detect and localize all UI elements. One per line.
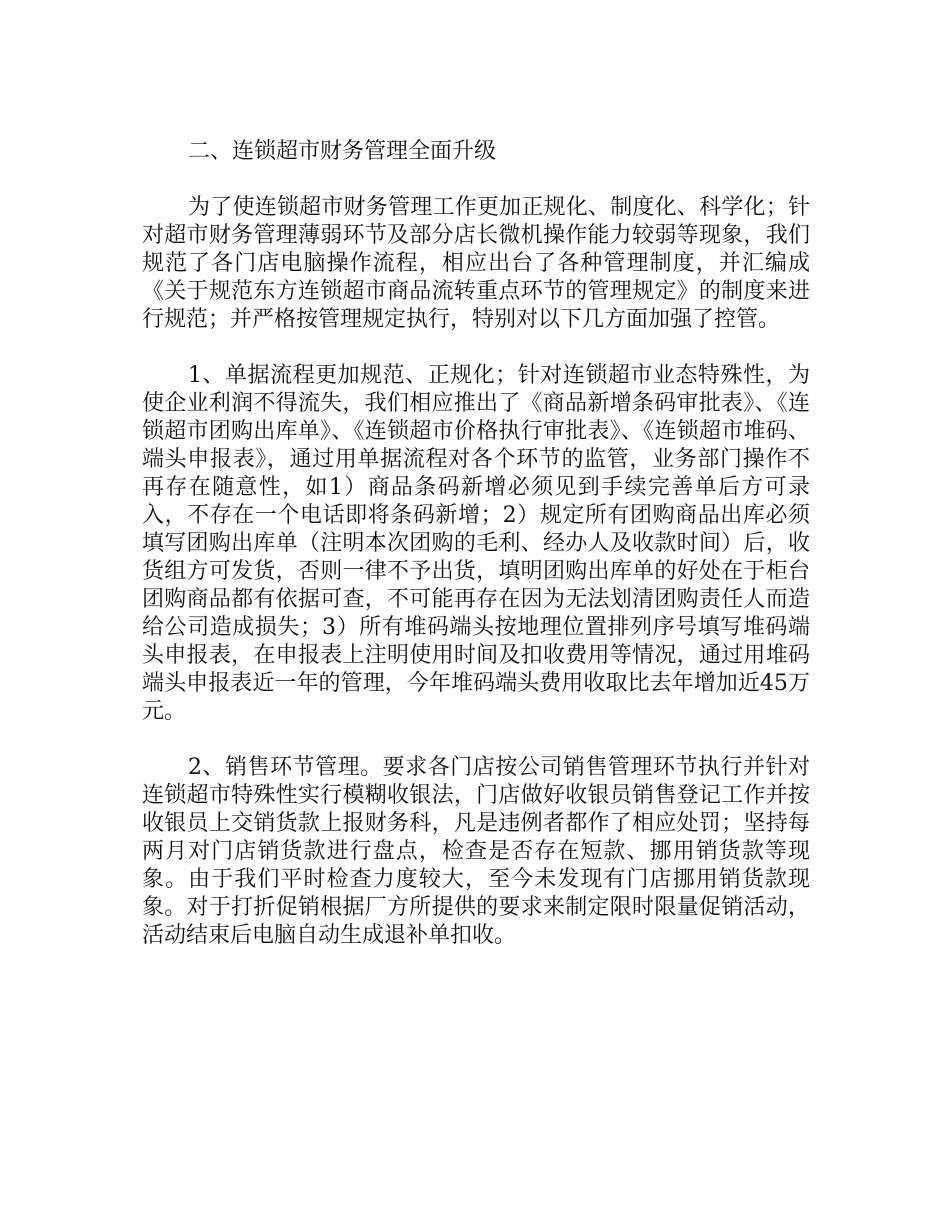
paragraph-document-flow: 1、单据流程更加规范、正规化；针对连锁超市业态特殊性，为使企业利润不得流失，我们相应推出了《商品新增条码审批表》、《连锁超市团购出库单》、《连锁超市价格执行审批表》、《连锁超市堆码、端头申报表》，通过用单据流程对各个环节的监管，业务部门操作不再存在随意性，如1）商品条码新增必须见到手续完善单后方可录入，不存在一个电话即将条码新增；2）规定所有团购商品出库必须填写团购出库单（注明本次团购的毛利、经办人及收款时间）后，收货组方可发货，否则一律不予出货，填明团购出库单的好处在于柜台团购商品都有依据可查，不可能再存在因为无法划清团购责任人而造给公司造成损失；3）所有堆码端头按地理位置排列序号填写堆码端头申报表，在申报表上注明使用时间及扣收费用等情况，通过用堆码端头申报表近一年的管理，今年堆码端头费用收取比去年增加近45万元。 bbox=[142, 363, 810, 724]
spacer bbox=[142, 166, 810, 194]
document-body bbox=[142, 138, 810, 950]
spacer bbox=[142, 726, 810, 754]
section-heading: 二、连锁超市财务管理全面升级 bbox=[188, 139, 497, 164]
spacer bbox=[142, 334, 810, 362]
paragraph-sales-management: 2、销售环节管理。要求各门店按公司销售管理环节执行并针对连锁超市特殊性实行模糊收银法，门店做好收银员销售登记工作并按收银员上交销货款上报财务科，凡是违例者都作了相应处罚；坚持每两月对门店销货款进行盘点，检查是否存在短款、挪用销货款等现象。由于我们平时检查力度较大，至今未发现有门店挪用销货款现象。对于打折促销根据厂方所提供的要求来制定限时限量促销活动，活动结束后电脑自动生成退补单扣收。 bbox=[142, 755, 810, 948]
paragraph-intro: 为了使连锁超市财务管理工作更加正规化、制度化、科学化；针对超市财务管理薄弱环节及部分店长微机操作能力较弱等现象，我们规范了各门店电脑操作流程，相应出台了各种管理制度，并汇编成《关于规范东方连锁超市商品流转重点环节的管理规定》的制度来进行规范；并严格按管理规定执行，特别对以下几方面加强了控管。 bbox=[142, 195, 810, 332]
